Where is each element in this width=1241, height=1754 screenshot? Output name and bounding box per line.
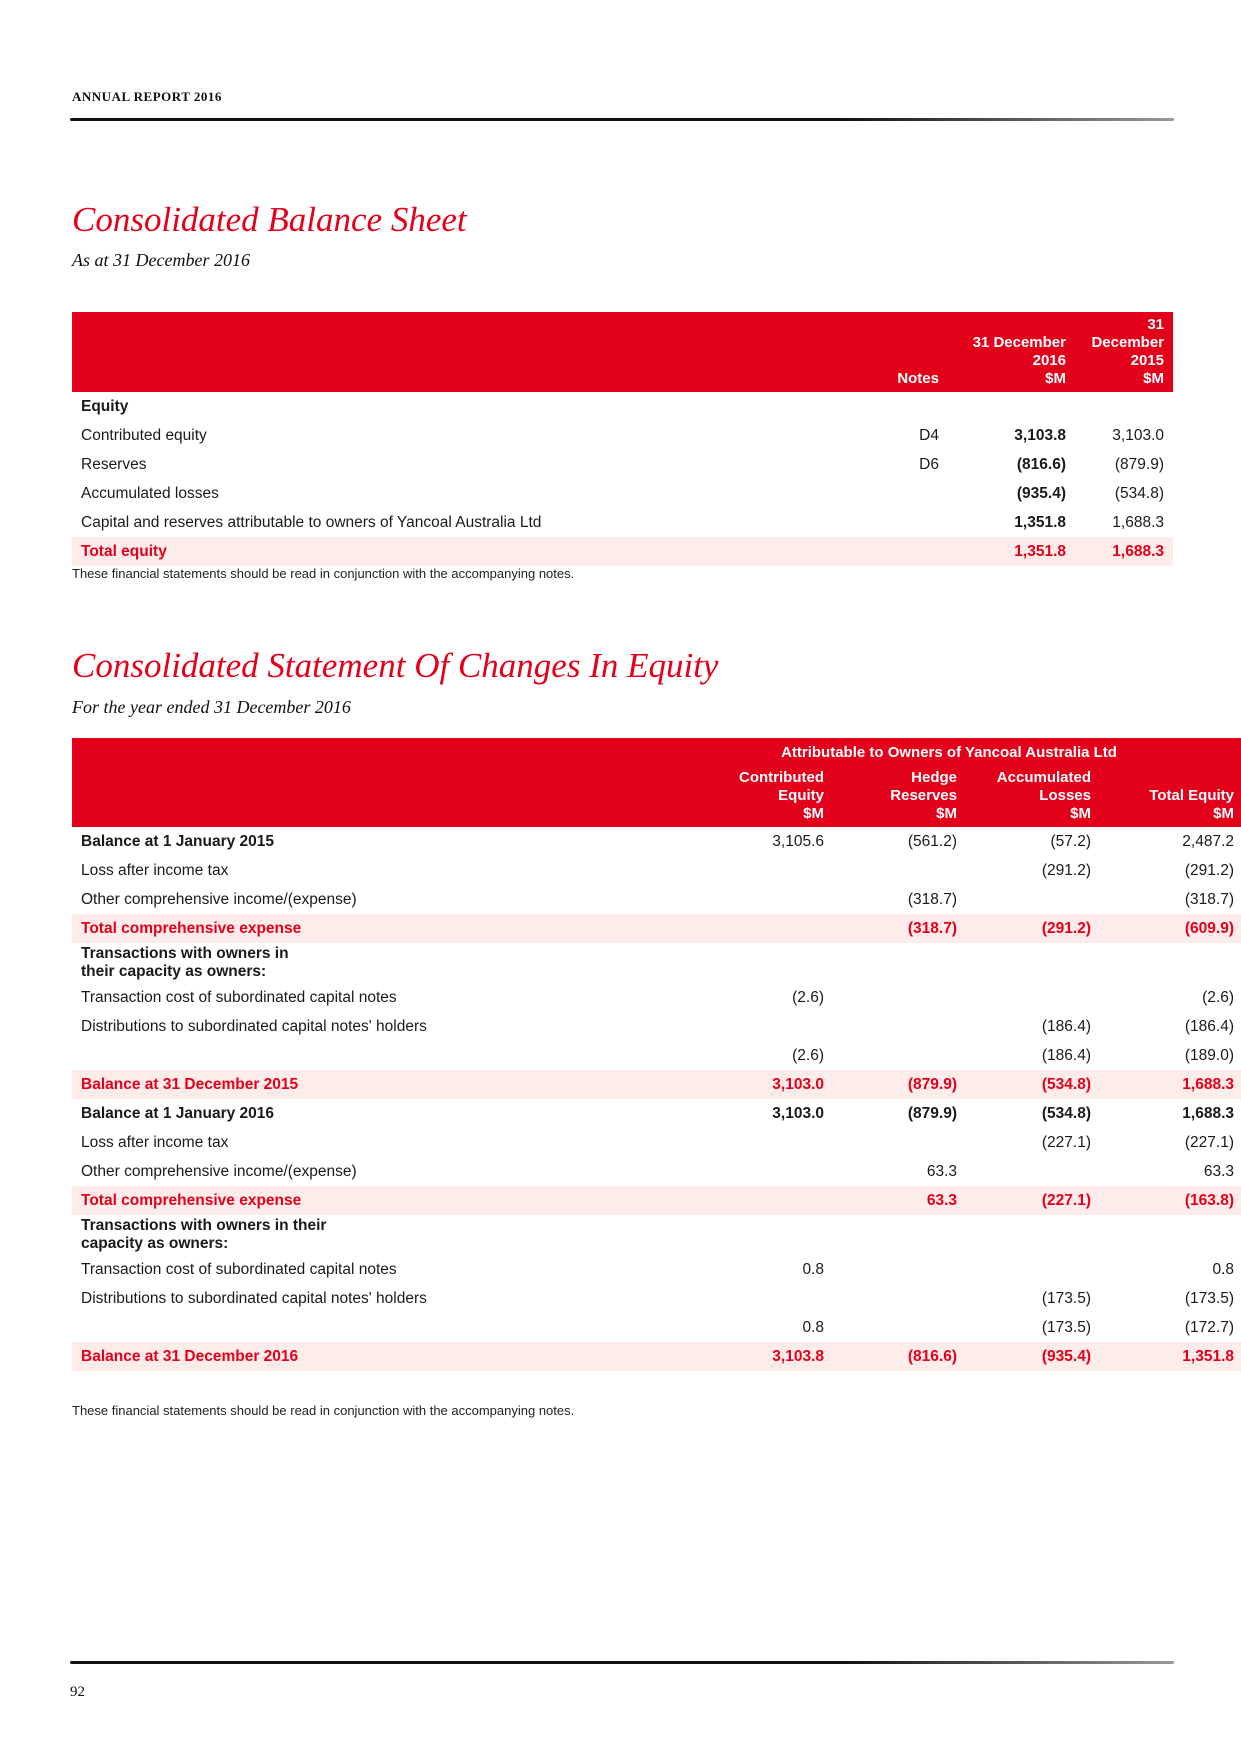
changes-in-equity-body — [72, 827, 1241, 1371]
contributed-equity-cell — [655, 1186, 833, 1215]
accumulated-losses-header-line2: Losses — [1039, 787, 1091, 804]
accumulated-losses-cell — [966, 885, 1100, 914]
accumulated-losses-header-line3: $M — [1070, 805, 1091, 822]
hedge-reserves-header-line2: Reserves — [890, 787, 957, 804]
row-label: Other comprehensive income/(expense) — [81, 1162, 357, 1180]
hedge-reserves-cell — [833, 943, 966, 983]
notes-cell — [877, 508, 948, 537]
row-label: Transaction cost of subordinated capital notes — [81, 988, 397, 1006]
notes-cell: D6 — [919, 455, 939, 473]
col-2016-header-line2: 2016 — [1032, 352, 1066, 369]
total-equity-cell: (186.4) — [1184, 1017, 1235, 1035]
hedge-reserves-cell: (879.9) — [907, 1104, 957, 1122]
accumulated-losses-cell — [966, 983, 1100, 1012]
changes-in-equity-footnote: These financial statements should be read in conjunction with the accompanying notes. — [72, 1403, 575, 1418]
hedge-reserves-header-line1: Hedge — [911, 769, 957, 786]
total-equity-cell: (2.6) — [1202, 988, 1235, 1006]
value-2015-cell: (879.9) — [1114, 455, 1164, 473]
hedge-reserves-cell — [833, 983, 966, 1012]
notes-column-header: Notes — [877, 312, 948, 392]
balance-sheet-body — [72, 392, 1173, 566]
table-row — [72, 392, 1173, 421]
hedge-reserves-cell — [833, 1215, 966, 1255]
row-label: Total equity — [72, 537, 877, 566]
notes-cell — [877, 392, 948, 421]
hedge-reserves-cell: (816.6) — [833, 1342, 966, 1371]
balance-sheet-subtitle: As at 31 December 2016 — [72, 250, 250, 270]
table-row — [72, 479, 1173, 508]
accumulated-losses-cell: (186.4) — [1041, 1017, 1091, 1035]
changes-in-equity-subtitle: For the year ended 31 December 2016 — [72, 697, 351, 717]
hedge-reserves-cell: (561.2) — [907, 832, 957, 850]
table-row — [72, 856, 1241, 885]
group-header-spacer — [72, 738, 655, 765]
hedge-reserves-cell: (318.7) — [833, 914, 966, 943]
table-row — [72, 943, 1241, 983]
col-2015-header-line1: 31 December — [1091, 316, 1164, 351]
row-label: Balance at 31 December 2015 — [72, 1070, 655, 1099]
accumulated-losses-cell: (534.8) — [966, 1070, 1100, 1099]
notes-cell: D4 — [919, 426, 939, 444]
contributed-equity-header — [655, 765, 833, 827]
total-equity-cell: 1,351.8 — [1100, 1342, 1241, 1371]
row-label: Total comprehensive expense — [72, 914, 655, 943]
accumulated-losses-cell — [966, 1255, 1100, 1284]
total-equity-cell — [1100, 943, 1241, 983]
balance-sheet-header-row — [72, 312, 1173, 392]
row-label: Transactions with owners in their capacity as owners: — [81, 1217, 327, 1252]
value-2015-cell — [1075, 392, 1173, 421]
contributed-equity-header-line1: Contributed — [739, 769, 824, 786]
hedge-reserves-cell — [833, 1255, 966, 1284]
table-row — [72, 1070, 1241, 1099]
accumulated-losses-header-line1: Accumulated — [996, 769, 1091, 786]
accumulated-losses-cell: (291.2) — [966, 914, 1100, 943]
changes-in-equity-title: Consolidated Statement Of Changes In Equity — [72, 646, 719, 685]
accumulated-losses-cell: (186.4) — [1041, 1046, 1091, 1064]
total-equity-cell: (173.5) — [1184, 1289, 1235, 1307]
row-label: Transactions with owners in their capacity as owners: — [81, 945, 289, 980]
notes-cell — [877, 537, 948, 566]
contributed-equity-cell — [655, 1128, 833, 1157]
row-label: Transaction cost of subordinated capital notes — [81, 1260, 397, 1278]
label-column-header — [72, 765, 655, 827]
total-equity-cell: (189.0) — [1184, 1046, 1235, 1064]
row-label: Balance at 31 December 2016 — [72, 1342, 655, 1371]
contributed-equity-cell: 0.8 — [802, 1260, 824, 1278]
running-header: ANNUAL REPORT 2016 — [72, 89, 222, 104]
table-row — [72, 450, 1173, 479]
row-label: Balance at 1 January 2016 — [81, 1104, 275, 1122]
value-2016-cell: (935.4) — [1016, 484, 1066, 502]
balance-sheet-table — [72, 312, 1173, 566]
col-2016-header-line1: 31 December — [972, 334, 1066, 351]
row-label: Reserves — [81, 455, 147, 473]
hedge-reserves-header-line3: $M — [936, 805, 957, 822]
accumulated-losses-cell: (173.5) — [1041, 1318, 1091, 1336]
accumulated-losses-cell: (227.1) — [1041, 1133, 1091, 1151]
header-rule — [70, 118, 1174, 121]
column-header-row — [72, 765, 1241, 827]
total-equity-header-line2: $M — [1213, 805, 1235, 822]
contributed-equity-header-line2: Equity — [778, 787, 824, 804]
contributed-equity-cell: 3,103.0 — [655, 1070, 833, 1099]
table-row — [72, 1157, 1241, 1186]
total-equity-cell: 2,487.2 — [1182, 832, 1235, 850]
notes-cell — [877, 479, 948, 508]
contributed-equity-cell — [655, 943, 833, 983]
table-row — [72, 1128, 1241, 1157]
row-label — [72, 1313, 655, 1342]
table-row — [72, 914, 1241, 943]
value-2015-cell: (534.8) — [1114, 484, 1164, 502]
total-equity-cell: 0.8 — [1212, 1260, 1235, 1278]
contributed-equity-cell: (2.6) — [792, 988, 824, 1006]
col-2015-header — [1075, 312, 1173, 392]
col-2015-header-line3: $M — [1143, 370, 1164, 387]
contributed-equity-header-line3: $M — [803, 805, 824, 822]
total-equity-cell: 63.3 — [1203, 1162, 1235, 1180]
label-column-header — [72, 312, 877, 392]
page-number: 92 — [70, 1684, 85, 1700]
total-equity-cell: (227.1) — [1184, 1133, 1235, 1151]
contributed-equity-cell: 0.8 — [802, 1318, 824, 1336]
table-row — [72, 1342, 1241, 1371]
col-2016-header-line3: $M — [1045, 370, 1066, 387]
row-label: Distributions to subordinated capital notes' holders — [81, 1017, 427, 1035]
value-2016-cell — [948, 392, 1075, 421]
accumulated-losses-cell — [966, 1157, 1100, 1186]
contributed-equity-cell — [655, 914, 833, 943]
group-header-row — [72, 738, 1241, 765]
balance-sheet-title: Consolidated Balance Sheet — [72, 200, 467, 239]
table-row — [72, 1186, 1241, 1215]
row-label: Equity — [81, 397, 129, 415]
row-label: Loss after income tax — [81, 861, 229, 879]
hedge-reserves-cell — [833, 856, 966, 885]
total-equity-header — [1100, 765, 1241, 827]
contributed-equity-cell: 3,105.6 — [772, 832, 824, 850]
hedge-reserves-cell — [833, 1284, 966, 1313]
value-2016-cell: (816.6) — [1016, 455, 1066, 473]
table-row — [72, 1284, 1241, 1313]
changes-in-equity-table — [72, 738, 1241, 1371]
contributed-equity-cell — [655, 1284, 833, 1313]
balance-sheet-footnote: These financial statements should be read in conjunction with the accompanying notes. — [72, 566, 575, 581]
row-label: Balance at 1 January 2015 — [81, 832, 275, 850]
hedge-reserves-cell: 63.3 — [833, 1186, 966, 1215]
contributed-equity-cell — [655, 1157, 833, 1186]
table-row — [72, 1255, 1241, 1284]
table-row — [72, 983, 1241, 1012]
value-2016-cell: 1,351.8 — [1014, 513, 1066, 531]
contributed-equity-cell: 3,103.0 — [772, 1104, 824, 1122]
row-label: Accumulated losses — [81, 484, 219, 502]
accumulated-losses-header — [966, 765, 1100, 827]
total-equity-cell: (291.2) — [1184, 861, 1235, 879]
table-row — [72, 421, 1173, 450]
hedge-reserves-cell: (879.9) — [833, 1070, 966, 1099]
table-row — [72, 537, 1173, 566]
row-label: Total comprehensive expense — [72, 1186, 655, 1215]
value-2016-cell: 3,103.8 — [1014, 426, 1066, 444]
table-row — [72, 885, 1241, 914]
col-2016-header — [948, 312, 1075, 392]
accumulated-losses-cell: (227.1) — [966, 1186, 1100, 1215]
value-2015-cell: 1,688.3 — [1075, 537, 1173, 566]
hedge-reserves-cell — [833, 1041, 966, 1070]
total-equity-cell: (318.7) — [1184, 890, 1235, 908]
footer-rule — [70, 1661, 1174, 1664]
contributed-equity-cell: 3,103.8 — [655, 1342, 833, 1371]
table-row — [72, 827, 1241, 856]
table-row — [72, 1313, 1241, 1342]
total-equity-cell — [1100, 1215, 1241, 1255]
contributed-equity-cell — [655, 885, 833, 914]
hedge-reserves-cell: 63.3 — [926, 1162, 957, 1180]
row-label: Other comprehensive income/(expense) — [81, 890, 357, 908]
table-row — [72, 1041, 1241, 1070]
row-label: Capital and reserves attributable to owners of Yancoal Australia Ltd — [81, 513, 542, 531]
contributed-equity-cell — [655, 856, 833, 885]
accumulated-losses-cell — [966, 943, 1100, 983]
table-row — [72, 1215, 1241, 1255]
hedge-reserves-header — [833, 765, 966, 827]
contributed-equity-cell — [655, 1012, 833, 1041]
total-equity-header-line1: Total Equity — [1149, 787, 1235, 804]
table-row — [72, 1012, 1241, 1041]
accumulated-losses-cell: (57.2) — [1050, 832, 1091, 850]
row-label: Distributions to subordinated capital notes' holders — [81, 1289, 427, 1307]
value-2016-cell: 1,351.8 — [948, 537, 1075, 566]
value-2015-cell: 1,688.3 — [1112, 513, 1164, 531]
attributable-group-header: Attributable to Owners of Yancoal Australia Ltd — [655, 738, 1241, 765]
accumulated-losses-cell: (173.5) — [1041, 1289, 1091, 1307]
total-equity-cell: (163.8) — [1100, 1186, 1241, 1215]
hedge-reserves-cell: (318.7) — [907, 890, 957, 908]
contributed-equity-cell — [655, 1215, 833, 1255]
accumulated-losses-cell: (935.4) — [966, 1342, 1100, 1371]
total-equity-cell: 1,688.3 — [1100, 1070, 1241, 1099]
total-equity-cell: 1,688.3 — [1182, 1104, 1235, 1122]
row-label: Contributed equity — [81, 426, 207, 444]
table-row — [72, 1099, 1241, 1128]
col-2015-header-line2: 2015 — [1130, 352, 1164, 369]
accumulated-losses-cell: (291.2) — [1041, 861, 1091, 879]
accumulated-losses-cell — [966, 1215, 1100, 1255]
row-label — [72, 1041, 655, 1070]
hedge-reserves-cell — [833, 1313, 966, 1342]
total-equity-cell: (609.9) — [1100, 914, 1241, 943]
value-2015-cell: 3,103.0 — [1112, 426, 1164, 444]
total-equity-cell: (172.7) — [1184, 1318, 1235, 1336]
table-row — [72, 508, 1173, 537]
hedge-reserves-cell — [833, 1128, 966, 1157]
row-label: Loss after income tax — [81, 1133, 229, 1151]
contributed-equity-cell: (2.6) — [792, 1046, 824, 1064]
accumulated-losses-cell: (534.8) — [1041, 1104, 1091, 1122]
hedge-reserves-cell — [833, 1012, 966, 1041]
